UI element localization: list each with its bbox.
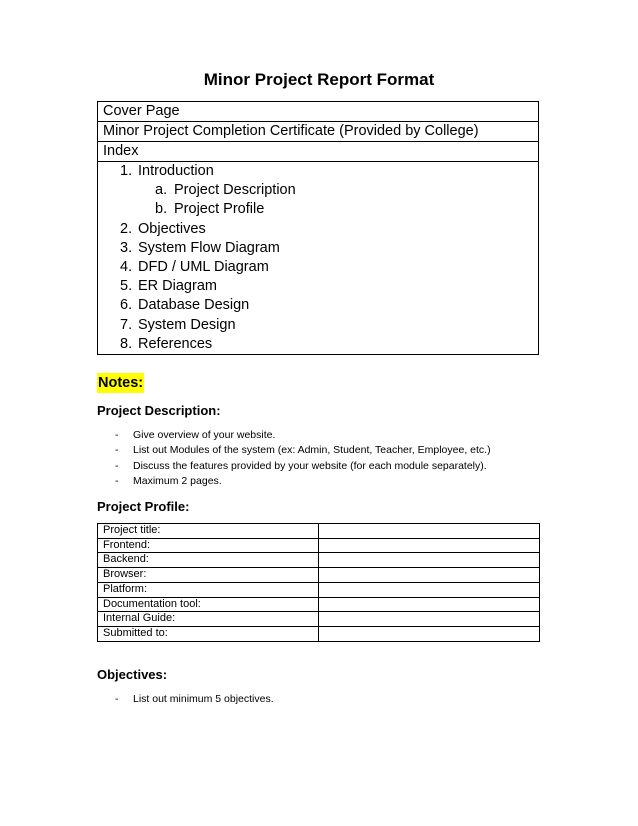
index-item-dfd-uml-diagram [98,258,538,277]
profile-field-value [319,568,540,583]
table-row [98,612,540,627]
bullet-text: List out minimum 5 objectives. [133,693,274,705]
toc-row-completion-certificate: Minor Project Completion Certificate (Provided by College) [98,122,538,142]
index-number: 3. [120,239,133,256]
index-label: Database Design [138,297,250,314]
bullet-dash: - [115,444,119,457]
profile-field-value [319,612,540,627]
table-row [98,524,540,539]
index-number: 4. [120,258,133,275]
profile-field-label: Submitted to: [98,626,319,641]
index-item-database-design [98,296,538,315]
table-row [98,568,540,583]
table-row [98,597,540,612]
profile-field-label: Platform: [98,582,319,597]
bullet-text: Discuss the features provided by your website (for each module separately). [133,459,487,472]
index-item-er-diagram [98,277,538,296]
notes-highlight-label: Notes: [98,375,144,391]
table-row [98,538,540,553]
bullet-dash: - [115,459,119,472]
index-number: 2. [120,220,133,237]
index-label: ER Diagram [138,278,217,295]
toc-row-index: Index [98,142,538,162]
index-number: 5. [120,278,133,295]
index-item-system-design [98,316,538,335]
index-number: b. [155,201,168,218]
profile-field-label: Project title: [98,524,319,539]
index-item-objectives [98,220,538,239]
index-label: DFD / UML Diagram [138,258,269,275]
index-label: System Design [138,316,236,333]
project-profile-heading: Project Profile: [97,499,190,514]
report-format-table [97,101,539,355]
index-list [98,162,538,355]
table-row [98,582,540,597]
index-subitem-project-profile [98,200,538,219]
profile-field-value [319,553,540,568]
toc-row-cover-page: Cover Page [98,102,538,122]
project-profile-table [97,523,540,642]
bullet-text: List out Modules of the system (ex: Admin, Student, Teacher, Employee, etc.) [133,444,491,457]
profile-field-label: Documentation tool: [98,597,319,612]
profile-field-value [319,597,540,612]
profile-field-value [319,626,540,641]
index-number: a. [155,182,168,199]
index-number: 8. [120,335,133,352]
bullet-dash: - [115,475,119,488]
index-label: Introduction [138,163,214,179]
bullet-text: Maximum 2 pages. [133,475,222,488]
index-label: Project Profile [174,201,265,218]
bullet-text: Give overview of your website. [133,429,276,441]
index-label: Objectives [138,220,206,237]
index-label: System Flow Diagram [138,239,280,256]
profile-field-label: Frontend: [98,538,319,553]
table-row [98,626,540,641]
profile-field-label: Internal Guide: [98,612,319,627]
index-item-system-flow-diagram [98,239,538,258]
index-subitem-project-description [98,181,538,200]
index-number: 6. [120,297,133,314]
profile-field-value [319,538,540,553]
index-label: References [138,335,213,352]
objectives-heading: Objectives: [97,667,168,682]
page-title: Minor Project Report Format [203,70,435,89]
profile-field-value [319,524,540,539]
index-number: 7. [120,316,133,333]
index-label: Project Description [174,182,296,199]
profile-field-label: Browser: [98,568,319,583]
project-description-heading: Project Description: [97,403,221,418]
index-item-references [98,335,538,354]
profile-field-value [319,582,540,597]
bullet-dash: - [115,693,119,705]
bullet-dash: - [115,429,119,441]
table-row [98,553,540,568]
index-item-introduction [98,162,538,181]
profile-field-label: Backend: [98,553,319,568]
index-number: 1. [120,163,133,179]
